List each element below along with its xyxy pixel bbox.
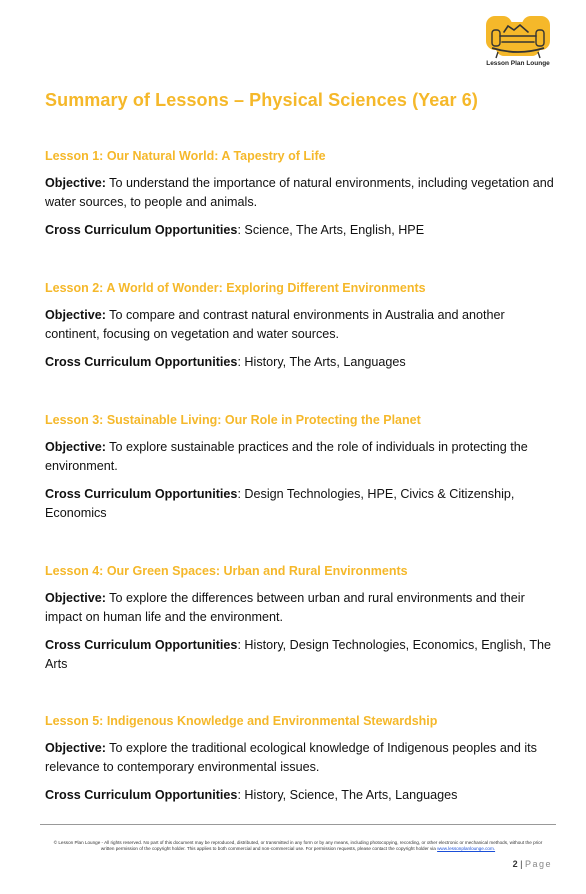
cross-curriculum-label: Cross Curriculum Opportunities: [45, 355, 238, 369]
cross-curriculum-text: : Science, The Arts, English, HPE: [237, 223, 425, 237]
objective-label: Objective:: [45, 308, 106, 322]
logo-text: Lesson Plan Lounge: [486, 60, 550, 67]
lesson-cross-curriculum: [45, 636, 555, 674]
objective-text: To compare and contrast natural environments in Australia and another continent, focusing on vegetation and water sources.: [45, 308, 505, 341]
lesson-cross-curriculum: [45, 353, 555, 372]
lesson-section: [45, 564, 555, 683]
cross-curriculum-label: Cross Curriculum Opportunities: [45, 223, 238, 237]
objective-label: Objective:: [45, 741, 106, 755]
objective-text: To explore the differences between urban and rural environments and their impact on human life and the environment.: [45, 591, 525, 624]
lesson-cross-curriculum: [45, 485, 555, 523]
lesson-section: [45, 149, 555, 249]
cross-curriculum-text: : Design Technologies, HPE, Civics & Citizenship, Economics: [45, 487, 515, 520]
website-link[interactable]: www.lessonplanlounge.com.: [437, 846, 496, 851]
footer-divider: [40, 824, 556, 825]
objective-text: To explore the traditional ecological knowledge of Indigenous peoples and its relevance to contemporary environmental issues.: [45, 741, 537, 774]
page-number-value: 2: [512, 859, 518, 869]
cross-curriculum-text: : History, Design Technologies, Economics, English, The Arts: [45, 638, 552, 671]
lesson-objective: [45, 739, 555, 777]
lesson-heading: Lesson 1: Our Natural World: A Tapestry of Life: [45, 149, 326, 163]
lesson-objective: [45, 438, 555, 476]
lesson-section: [45, 714, 555, 814]
lesson-heading: Lesson 4: Our Green Spaces: Urban and Rural Environments: [45, 564, 408, 578]
cross-curriculum-label: Cross Curriculum Opportunities: [45, 487, 238, 501]
lesson-cross-curriculum: [45, 786, 555, 805]
lesson-section: [45, 413, 555, 532]
objective-label: Objective:: [45, 440, 106, 454]
cross-curriculum-text: : History, The Arts, Languages: [237, 355, 406, 369]
cross-curriculum-label: Cross Curriculum Opportunities: [45, 638, 238, 652]
page-title: Summary of Lessons – Physical Sciences (Year 6): [45, 90, 478, 110]
lesson-objective: [45, 174, 555, 212]
objective-text: To understand the importance of natural environments, including vegetation and water sources, to people and animals.: [45, 176, 554, 209]
page-separator: |: [517, 859, 525, 869]
objective-label: Objective:: [45, 591, 106, 605]
cross-curriculum-label: Cross Curriculum Opportunities: [45, 788, 238, 802]
lesson-heading: Lesson 3: Sustainable Living: Our Role in Protecting the Planet: [45, 413, 421, 427]
lesson-objective: [45, 589, 555, 627]
lesson-section: [45, 281, 555, 381]
cross-curriculum-text: : History, Science, The Arts, Languages: [237, 788, 458, 802]
lesson-heading: Lesson 5: Indigenous Knowledge and Environmental Stewardship: [45, 714, 438, 728]
lesson-objective: [45, 306, 555, 344]
objective-text: To explore sustainable practices and the role of individuals in protecting the environment.: [45, 440, 528, 473]
page-word: Page: [524, 859, 552, 869]
page-number: [513, 859, 552, 869]
footer-copyright: [48, 840, 548, 852]
lesson-cross-curriculum: [45, 221, 555, 240]
copyright-text: © Lesson Plan Lounge - All rights reserved. No part of this document may be reproduced, distributed, or transmitted in any form or by any means, including photocopying, recording, or other electronic or mechanical methods, without the prior written permission of the copyright holder. This applies to both commercial and non-commercial use. For permission requests, please contact the copyright holder via: [53, 840, 543, 851]
objective-label: Objective:: [45, 176, 106, 190]
lesson-heading: Lesson 2: A World of Wonder: Exploring Different Environments: [45, 281, 426, 295]
